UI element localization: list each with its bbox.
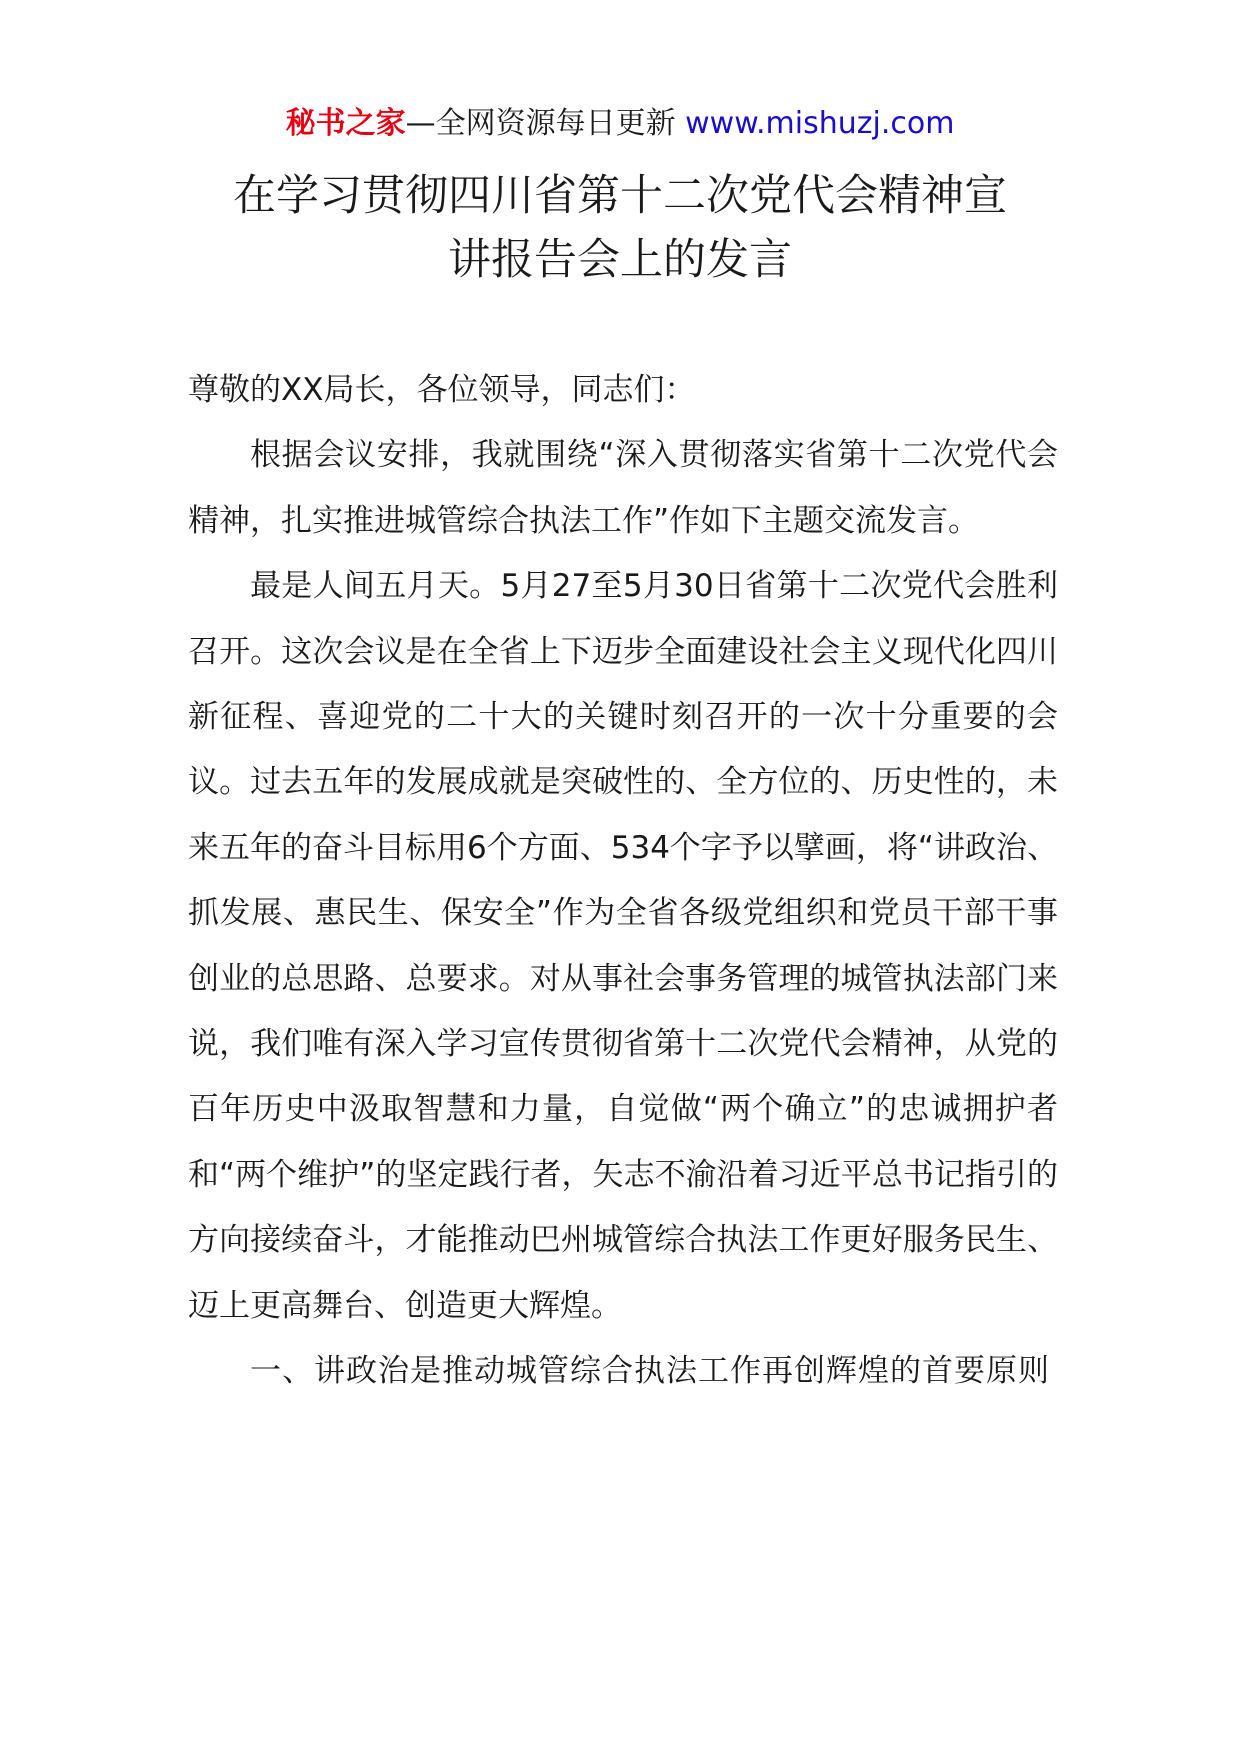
header-brand: 秘书之家	[285, 106, 406, 141]
title-line-1: 在学习贯彻四川省第十二次党代会精神宣	[233, 171, 1007, 221]
title-line-2: 讲报告会上的发言	[448, 235, 792, 285]
paragraph-2: 最是人间五月天。5月27至5月30日省第十二次党代会胜利召开。这次会议是在全省上下迈步全面建设社会主义现代化四川新征程、喜迎党的二十大的关键时刻召开的一次十分重要的会议。过去五年的发展成就是突破性的、全方位的、历史性的，未来五年的奋斗目标用6个方面、534个字予以擘画，将“讲政治、抓发展、惠民生、保安全”作为全省各级党组织和党员干部干事创业的总思路、总要求。对从事社会事务管理的城管执法部门来说，我们唯有深入学习宣传贯彻省第十二次党代会精神，从党的百年历史中汲取智慧和力量，自觉做“两个确立”的忠诚拥护者和“两个维护”的坚定践行者，矢志不渝沿着习近平总书记指引的方向接续奋斗，才能推动巴州城管综合执法工作更好服务民生、迈上更高舞台、创造更大辉煌。	[188, 568, 1058, 1324]
document-body	[188, 358, 1058, 1405]
document-title	[160, 164, 1080, 292]
paragraph-1: 根据会议安排，我就围绕“深入贯彻落实省第十二次党代会精神，扎实推进城管综合执法工作”作如下主题交流发言。	[188, 437, 1058, 539]
section-heading: 一、讲政治是推动城管综合执法工作再创辉煌的首要原则	[250, 1353, 1050, 1390]
salutation: 尊敬的XX局长，各位领导，同志们：	[188, 372, 696, 408]
site-header	[0, 100, 1240, 148]
header-url[interactable]: www.mishuzj.com	[685, 106, 955, 141]
header-slogan: —全网资源每日更新	[405, 106, 676, 141]
